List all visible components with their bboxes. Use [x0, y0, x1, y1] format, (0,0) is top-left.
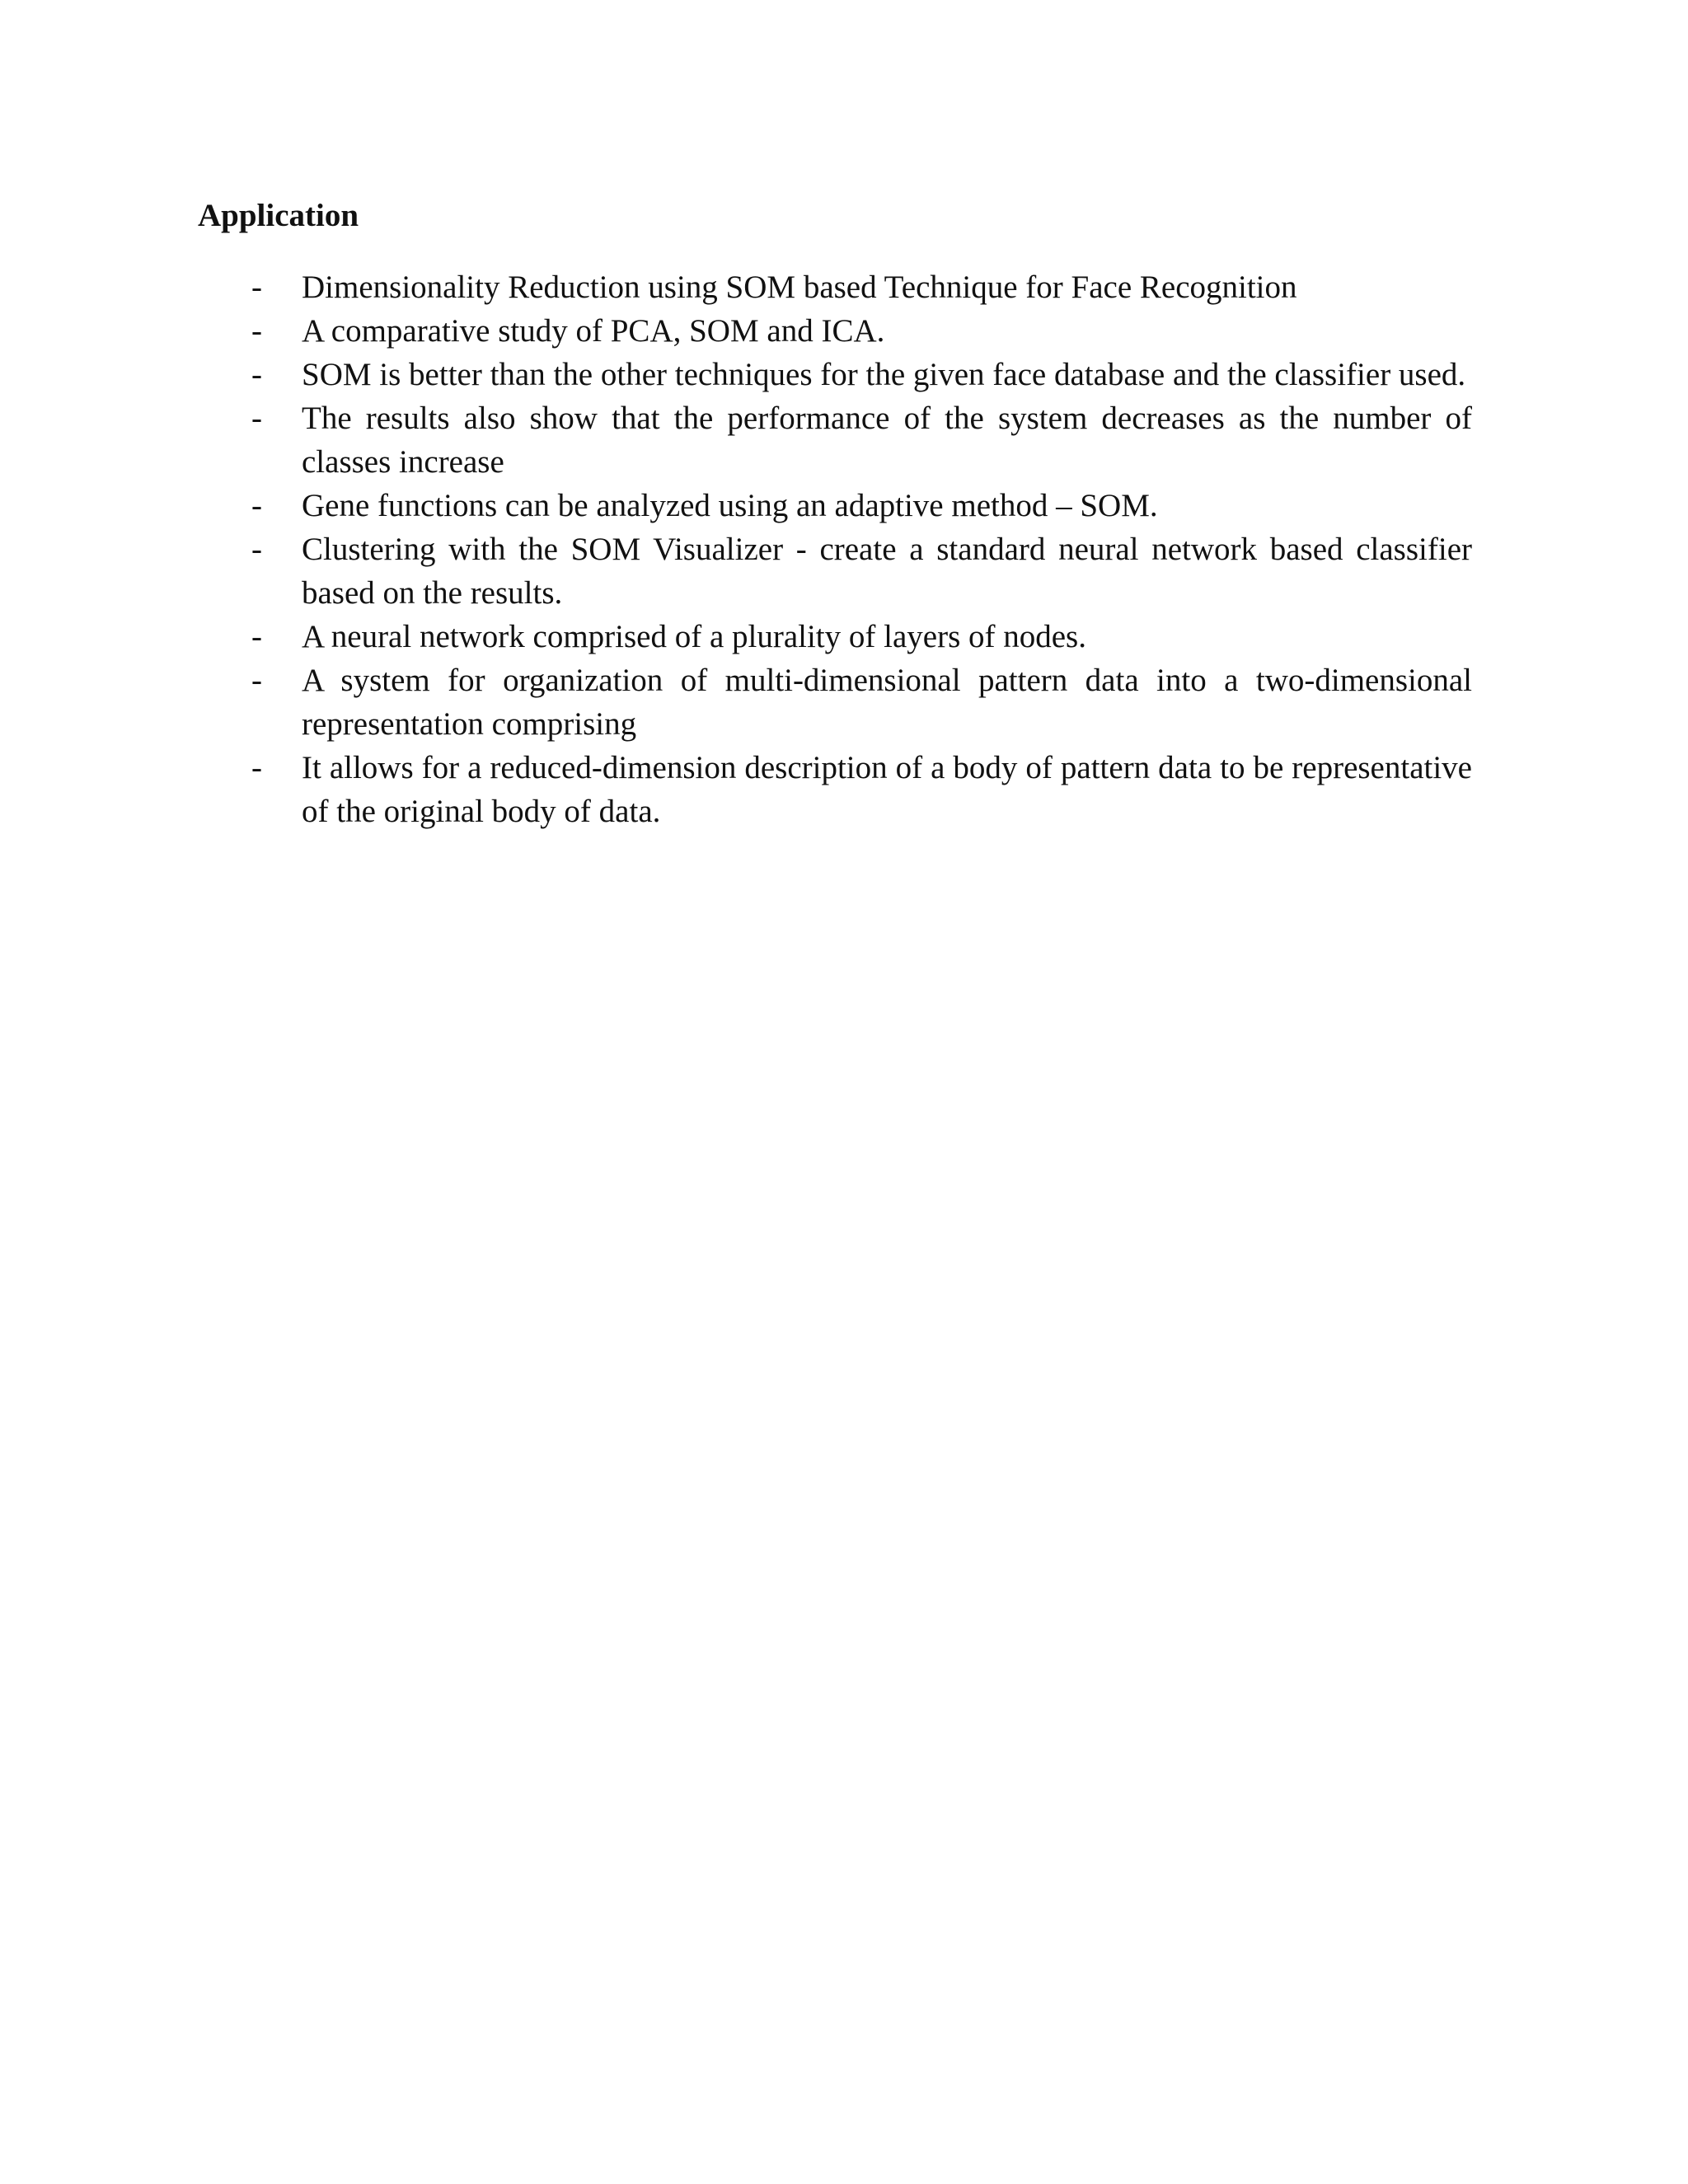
list-item — [0, 746, 1472, 833]
list-item — [0, 615, 1472, 658]
bullet-dash: - — [251, 663, 262, 698]
bullet-dash: - — [251, 532, 262, 567]
section-heading: Application — [198, 198, 359, 233]
bullet-dash: - — [251, 313, 262, 349]
list-item — [0, 309, 1472, 353]
bullet-dash: - — [251, 619, 262, 654]
list-item-text: A neural network comprised of a plurality of layers of nodes. — [302, 619, 1086, 654]
bullet-dash: - — [251, 357, 262, 392]
bullet-dash: - — [251, 488, 262, 523]
list-item — [0, 353, 1472, 396]
bullet-dash: - — [251, 269, 262, 305]
bullet-dash: - — [251, 750, 262, 785]
list-item-text: A system for organization of multi-dimensional pattern data into a two-dimensional representation comprising — [302, 663, 1472, 742]
application-bullet-list — [0, 265, 1688, 833]
list-item-text: SOM is better than the other techniques for the given face database and the classifier used. — [302, 357, 1466, 392]
bullet-dash: - — [251, 401, 262, 436]
list-item-text: Gene functions can be analyzed using an adaptive method – SOM. — [302, 488, 1158, 523]
list-item — [0, 396, 1472, 484]
list-item-text: A comparative study of PCA, SOM and ICA. — [302, 313, 885, 349]
list-item — [0, 265, 1472, 309]
list-item — [0, 484, 1472, 527]
list-item — [0, 658, 1472, 746]
list-item-text: It allows for a reduced-dimension description of a body of pattern data to be representative of the original body of data. — [302, 750, 1472, 829]
list-item-text: Dimensionality Reduction using SOM based Technique for Face Recognition — [302, 269, 1297, 305]
list-item-text: The results also show that the performance of the system decreases as the number of classes increase — [302, 401, 1472, 480]
list-item — [0, 527, 1472, 615]
list-item-text: Clustering with the SOM Visualizer - create a standard neural network based classifier based on the results. — [302, 532, 1472, 611]
